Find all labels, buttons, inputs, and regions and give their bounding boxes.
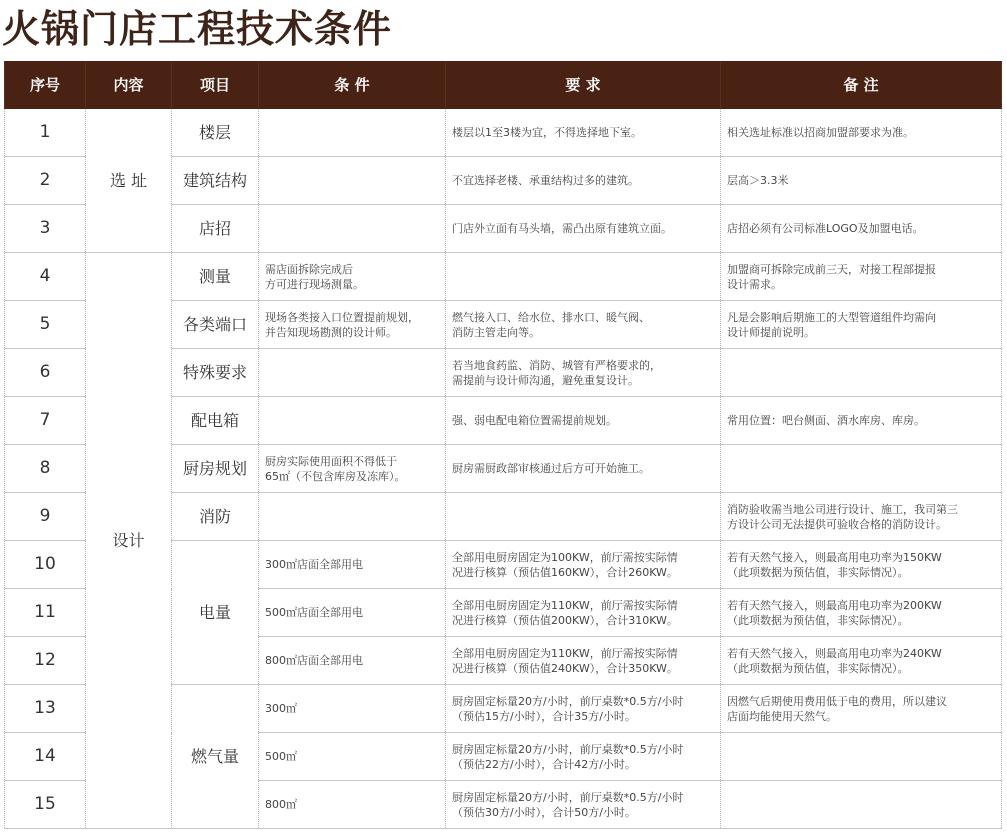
text-line: 若当地食药监、消防、城管有严格要求的，	[452, 358, 661, 372]
row-requirement	[446, 397, 721, 445]
row-condition	[259, 541, 446, 589]
text-line: 并告知现场勘测的设计师。	[265, 325, 397, 339]
text-line: 况进行核算（预估值200KW），合计310KW。	[452, 613, 678, 627]
text-line: 不宜选择老楼、承重结构过多的建筑。	[452, 174, 639, 187]
table-row	[5, 253, 1002, 301]
row-condition	[259, 253, 446, 301]
header-requirement: 要 求	[446, 61, 721, 109]
row-number: 13	[5, 685, 86, 733]
row-number: 1	[5, 109, 86, 157]
row-condition	[259, 445, 446, 493]
text-line: 厨房实际使用面积不得低于	[265, 454, 397, 468]
row-condition	[259, 157, 446, 205]
text-line: 方设计公司无法提供可验收合格的消防设计。	[727, 517, 947, 531]
text-line: 厨房需厨政部审核通过后方可开始施工。	[452, 462, 650, 475]
text-line: 需提前与设计师沟通，避免重复设计。	[452, 373, 639, 387]
text-line: （预估15方/小时），合计35方/小时。	[452, 709, 636, 723]
header-content: 内容	[86, 61, 172, 109]
text-line: 强、弱电配电箱位置需提前规划。	[452, 414, 617, 427]
row-item: 测量	[172, 253, 259, 301]
row-requirement	[446, 301, 721, 349]
row-condition	[259, 589, 446, 637]
text-line: 全部用电厨房固定为100KW，前厅需按实际情	[452, 550, 678, 564]
row-requirement	[446, 733, 721, 781]
row-item: 特殊要求	[172, 349, 259, 397]
row-condition	[259, 301, 446, 349]
row-requirement	[446, 541, 721, 589]
row-requirement	[446, 349, 721, 397]
text-line: 300㎡	[265, 702, 297, 715]
text-line: 全部用电厨房固定为110KW，前厅需按实际情	[452, 598, 678, 612]
table-row	[5, 109, 1002, 157]
text-line: 消防验收需当地公司进行设计、施工，我司第三	[727, 502, 958, 516]
row-note	[721, 493, 1002, 541]
text-line: 燃气接入口、给水位、排水口、暖气阀、	[452, 310, 650, 324]
text-line: （此项数据为预估值，非实际情况）。	[727, 661, 909, 675]
row-item: 各类端口	[172, 301, 259, 349]
row-note	[721, 685, 1002, 733]
text-line: 800㎡店面全部用电	[265, 654, 363, 667]
row-number: 2	[5, 157, 86, 205]
row-item: 厨房规划	[172, 445, 259, 493]
row-condition	[259, 109, 446, 157]
text-line: 800㎡	[265, 798, 297, 811]
row-number: 4	[5, 253, 86, 301]
text-line: 若有天然气接入，则最高用电功率为240KW	[727, 646, 942, 660]
category-design: 设计	[86, 253, 172, 829]
row-item: 建筑结构	[172, 157, 259, 205]
header-condition: 条 件	[259, 61, 446, 109]
row-number: 8	[5, 445, 86, 493]
text-line: （此项数据为预估值，非实际情况）。	[727, 613, 909, 627]
row-note	[721, 157, 1002, 205]
row-number: 12	[5, 637, 86, 685]
row-number: 9	[5, 493, 86, 541]
text-line: 现场各类接入口位置提前规划，	[265, 310, 419, 324]
text-line: （预估22方/小时），合计42方/小时。	[452, 757, 636, 771]
text-line: 若有天然气接入，则最高用电功率为200KW	[727, 598, 942, 612]
category-site: 选 址	[86, 109, 172, 253]
row-condition	[259, 781, 446, 829]
row-number: 10	[5, 541, 86, 589]
spec-table	[4, 61, 1002, 829]
text-line: 全部用电厨房固定为110KW，前厅需按实际情	[452, 646, 678, 660]
row-condition	[259, 733, 446, 781]
text-line: 设计师提前说明。	[727, 325, 815, 339]
row-note	[721, 589, 1002, 637]
header-item: 项目	[172, 61, 259, 109]
row-requirement	[446, 637, 721, 685]
text-line: 65㎡（不包含库房及冻库）。	[265, 469, 406, 483]
page-title: 火锅门店工程技术条件	[2, 6, 393, 51]
row-item: 配电箱	[172, 397, 259, 445]
text-line: 若有天然气接入，则最高用电功率为150KW	[727, 550, 942, 564]
row-number: 3	[5, 205, 86, 253]
text-line: 层高＞3.3米	[727, 174, 789, 187]
text-line: 厨房固定标量20方/小时，前厅桌数*0.5方/小时	[452, 790, 684, 804]
row-number: 7	[5, 397, 86, 445]
text-line: 厨房固定标量20方/小时，前厅桌数*0.5方/小时	[452, 742, 684, 756]
header-note: 备 注	[721, 61, 1002, 109]
item-gas: 燃气量	[172, 685, 259, 829]
row-condition	[259, 637, 446, 685]
row-condition	[259, 349, 446, 397]
text-line: 况进行核算（预估值160KW），合计260KW。	[452, 565, 678, 579]
text-line: 店面均能使用天然气。	[727, 709, 837, 723]
row-note	[721, 733, 1002, 781]
row-note	[721, 205, 1002, 253]
text-line: 常用位置：吧台侧面、酒水库房、库房。	[727, 414, 925, 427]
text-line: 因燃气后期使用费用低于电的费用，所以建议	[727, 694, 947, 708]
text-line: 300㎡店面全部用电	[265, 558, 363, 571]
row-requirement	[446, 109, 721, 157]
text-line: 500㎡	[265, 750, 297, 763]
row-note	[721, 445, 1002, 493]
item-power: 电量	[172, 541, 259, 685]
row-note	[721, 109, 1002, 157]
row-requirement	[446, 253, 721, 301]
text-line: 门店外立面有马头墙，需凸出原有建筑立面。	[452, 222, 672, 235]
row-condition	[259, 397, 446, 445]
text-line: （预估30方/小时），合计50方/小时。	[452, 805, 636, 819]
text-line: 加盟商可拆除完成前三天，对接工程部提报	[727, 262, 936, 276]
row-note	[721, 637, 1002, 685]
text-line: 相关选址标准以招商加盟部要求为准。	[727, 126, 914, 139]
text-line: 500㎡店面全部用电	[265, 606, 363, 619]
row-number: 15	[5, 781, 86, 829]
row-condition	[259, 205, 446, 253]
text-line: 消防主管走向等。	[452, 325, 540, 339]
row-condition	[259, 685, 446, 733]
row-item: 楼层	[172, 109, 259, 157]
text-line: 凡是会影响后期施工的大型管道组件均需向	[727, 310, 936, 324]
text-line: 店招必须有公司标准LOGO及加盟电话。	[727, 222, 924, 235]
row-item: 消防	[172, 493, 259, 541]
header-no: 序号	[5, 61, 86, 109]
text-line: 方可进行现场测量。	[265, 277, 364, 291]
row-note	[721, 541, 1002, 589]
row-requirement	[446, 205, 721, 253]
row-requirement	[446, 445, 721, 493]
header-row	[5, 61, 1002, 109]
row-requirement	[446, 157, 721, 205]
row-number: 5	[5, 301, 86, 349]
row-requirement	[446, 685, 721, 733]
row-note	[721, 397, 1002, 445]
row-condition	[259, 493, 446, 541]
text-line: 楼层以1至3楼为宜，不得选择地下室。	[452, 126, 642, 139]
row-number: 6	[5, 349, 86, 397]
row-note	[721, 253, 1002, 301]
row-requirement	[446, 589, 721, 637]
text-line: 厨房固定标量20方/小时，前厅桌数*0.5方/小时	[452, 694, 684, 708]
text-line: 况进行核算（预估值240KW），合计350KW。	[452, 661, 678, 675]
row-number: 14	[5, 733, 86, 781]
row-number: 11	[5, 589, 86, 637]
row-requirement	[446, 493, 721, 541]
row-note	[721, 301, 1002, 349]
row-note	[721, 781, 1002, 829]
row-item: 店招	[172, 205, 259, 253]
row-requirement	[446, 781, 721, 829]
row-note	[721, 349, 1002, 397]
text-line: （此项数据为预估值，非实际情况）。	[727, 565, 909, 579]
text-line: 需店面拆除完成后	[265, 262, 353, 276]
text-line: 设计需求。	[727, 277, 782, 291]
